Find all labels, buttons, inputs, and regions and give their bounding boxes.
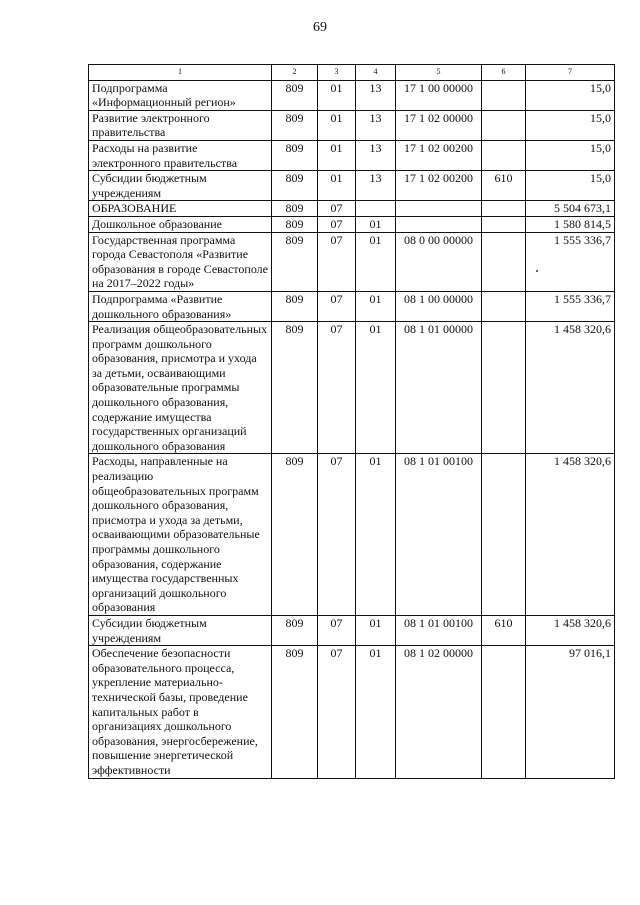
amount-cell: 1 458 320,6 xyxy=(526,322,615,454)
ved-code-cell: 809 xyxy=(272,646,318,778)
section-code-cell: 07 xyxy=(318,216,356,232)
expense-type-cell: 610 xyxy=(482,171,526,201)
ved-code-cell: 809 xyxy=(272,291,318,321)
amount-cell: 1 458 320,6 xyxy=(526,454,615,616)
ved-code-cell: 809 xyxy=(272,80,318,110)
column-numbers-header xyxy=(89,65,615,81)
row-name-cell: Обеспечение безопасности образовательного процесса, укрепление материально-технической базы, проведение капитальных работ в организациях дошкольного образования, энергосбережение, повышение энергетической эффективности xyxy=(89,646,272,778)
row-name-cell: Подпрограмма «Развитие дошкольного образования» xyxy=(89,291,272,321)
column-number: 5 xyxy=(396,65,482,81)
ved-code-cell: 809 xyxy=(272,216,318,232)
table-row xyxy=(89,291,615,321)
column-number: 1 xyxy=(89,65,272,81)
column-number: 2 xyxy=(272,65,318,81)
ved-code-cell: 809 xyxy=(272,322,318,454)
row-name-cell: Субсидии бюджетным учреждениям xyxy=(89,615,272,645)
subsection-code-cell: 01 xyxy=(356,232,396,291)
expense-type-cell xyxy=(482,291,526,321)
column-number: 6 xyxy=(482,65,526,81)
row-name-cell: Дошкольное образование xyxy=(89,216,272,232)
subsection-code-cell: 01 xyxy=(356,646,396,778)
ved-code-cell: 809 xyxy=(272,171,318,201)
expense-type-cell xyxy=(482,216,526,232)
subsection-code-cell xyxy=(356,201,396,217)
row-name-cell: Государственная программа города Севастополя «Развитие образования в городе Севастополе на 2017–2022 годы» xyxy=(89,232,272,291)
target-article-cell: 08 1 01 00000 xyxy=(396,322,482,454)
amount-cell: 1 555 336,7 xyxy=(526,291,615,321)
section-code-cell: 07 xyxy=(318,201,356,217)
subsection-code-cell: 01 xyxy=(356,454,396,616)
ved-code-cell: 809 xyxy=(272,615,318,645)
expense-type-cell xyxy=(482,110,526,140)
row-name-cell: Подпрограмма «Информационный регион» xyxy=(89,80,272,110)
ved-code-cell: 809 xyxy=(272,201,318,217)
ved-code-cell: 809 xyxy=(272,110,318,140)
subsection-code-cell: 01 xyxy=(356,615,396,645)
column-number: 3 xyxy=(318,65,356,81)
amount-cell: 1 458 320,6 xyxy=(526,615,615,645)
expense-type-cell: 610 xyxy=(482,615,526,645)
table-row xyxy=(89,322,615,454)
section-code-cell: 01 xyxy=(318,110,356,140)
subsection-code-cell: 13 xyxy=(356,110,396,140)
section-code-cell: 01 xyxy=(318,140,356,170)
amount-cell: 1 555 336,7 xyxy=(526,232,615,291)
table-row xyxy=(89,232,615,291)
ved-code-cell: 809 xyxy=(272,140,318,170)
row-name-cell: Расходы на развитие электронного правительства xyxy=(89,140,272,170)
amount-cell: 5 504 673,1 xyxy=(526,201,615,217)
subsection-code-cell: 13 xyxy=(356,80,396,110)
expense-type-cell xyxy=(482,201,526,217)
table-row xyxy=(89,140,615,170)
ved-code-cell: 809 xyxy=(272,454,318,616)
target-article-cell: 17 1 02 00200 xyxy=(396,171,482,201)
amount-cell: 1 580 814,5 xyxy=(526,216,615,232)
expense-type-cell xyxy=(482,646,526,778)
subsection-code-cell: 01 xyxy=(356,291,396,321)
expense-type-cell xyxy=(482,80,526,110)
table-body xyxy=(89,80,615,778)
amount-cell: 97 016,1 xyxy=(526,646,615,778)
target-article-cell: 08 1 00 00000 xyxy=(396,291,482,321)
table-row xyxy=(89,201,615,217)
target-article-cell: 17 1 00 00000 xyxy=(396,80,482,110)
table-row xyxy=(89,171,615,201)
table-row xyxy=(89,216,615,232)
budget-table xyxy=(88,64,615,779)
subsection-code-cell: 13 xyxy=(356,171,396,201)
table-row xyxy=(89,454,615,616)
amount-cell: 15,0 xyxy=(526,171,615,201)
target-article-cell xyxy=(396,201,482,217)
section-code-cell: 07 xyxy=(318,232,356,291)
ved-code-cell: 809 xyxy=(272,232,318,291)
subsection-code-cell: 01 xyxy=(356,216,396,232)
target-article-cell: 08 1 01 00100 xyxy=(396,454,482,616)
table-row xyxy=(89,646,615,778)
target-article-cell: 17 1 02 00200 xyxy=(396,140,482,170)
target-article-cell: 17 1 02 00000 xyxy=(396,110,482,140)
amount-cell: 15,0 xyxy=(526,80,615,110)
column-number: 7 xyxy=(526,65,615,81)
row-name-cell: Субсидии бюджетным учреждениям xyxy=(89,171,272,201)
column-number: 4 xyxy=(356,65,396,81)
row-name-cell: ОБРАЗОВАНИЕ xyxy=(89,201,272,217)
section-code-cell: 07 xyxy=(318,291,356,321)
table-row xyxy=(89,80,615,110)
table-row xyxy=(89,110,615,140)
target-article-cell: 08 1 02 00000 xyxy=(396,646,482,778)
section-code-cell: 01 xyxy=(318,171,356,201)
page-number: 69 xyxy=(313,20,327,35)
target-article-cell: 08 1 01 00100 xyxy=(396,615,482,645)
target-article-cell: 08 0 00 00000 xyxy=(396,232,482,291)
section-code-cell: 07 xyxy=(318,322,356,454)
section-code-cell: 07 xyxy=(318,454,356,616)
section-code-cell: 07 xyxy=(318,646,356,778)
row-name-cell: Реализация общеобразовательных программ дошкольного образования, присмотра и ухода за детьми, осваивающими образовательные программы дошкольного образования, содержание имущества государственных организаций дошкольного образования xyxy=(89,322,272,454)
amount-cell: 15,0 xyxy=(526,110,615,140)
subsection-code-cell: 13 xyxy=(356,140,396,170)
section-code-cell: 01 xyxy=(318,80,356,110)
subsection-code-cell: 01 xyxy=(356,322,396,454)
amount-cell: 15,0 xyxy=(526,140,615,170)
section-code-cell: 07 xyxy=(318,615,356,645)
scan-speck xyxy=(536,270,538,272)
expense-type-cell xyxy=(482,322,526,454)
expense-type-cell xyxy=(482,140,526,170)
expense-type-cell xyxy=(482,454,526,616)
expense-type-cell xyxy=(482,232,526,291)
table-row xyxy=(89,615,615,645)
target-article-cell xyxy=(396,216,482,232)
row-name-cell: Развитие электронного правительства xyxy=(89,110,272,140)
row-name-cell: Расходы, направленные на реализацию общеобразовательных программ дошкольного образования, присмотра и ухода за детьми, осваивающими образовательные программы дошкольного образования, содержание имущества государственных организаций дошкольного образования xyxy=(89,454,272,616)
